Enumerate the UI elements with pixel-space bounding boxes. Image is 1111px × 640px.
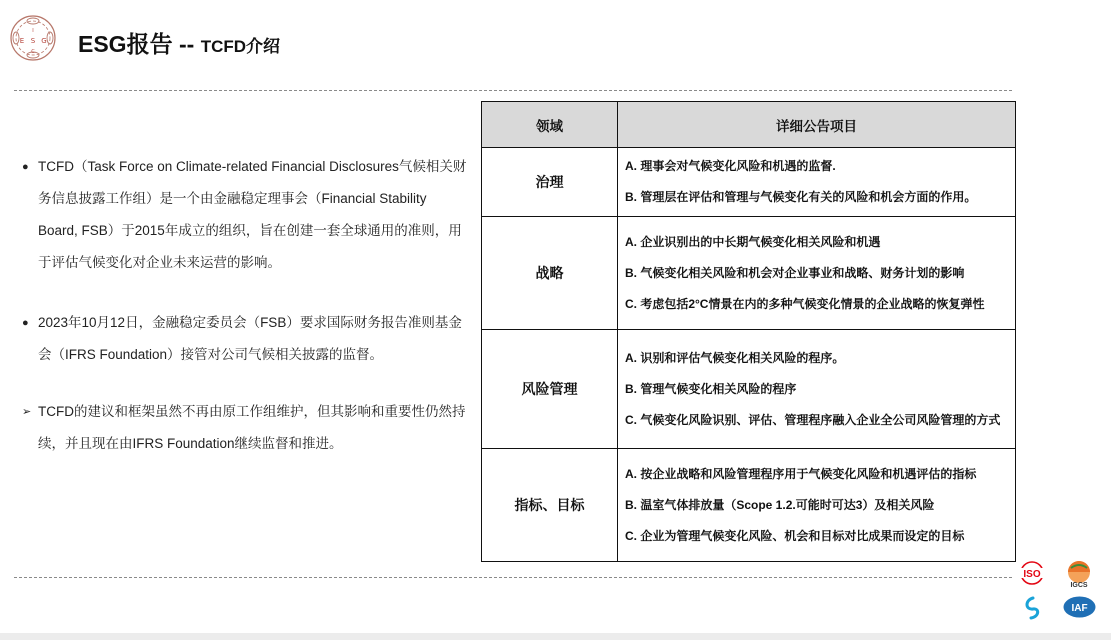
paragraph-3-text: TCFD的建议和框架虽然不再由原工作组维护，但其影响和重要性仍然持续，并且现在由IFRS Foundation继续监督和推进。 — [38, 404, 466, 451]
header-items: 详细公告项目 — [618, 102, 1016, 148]
list-item: A. 企业识别出的中长期气候变化相关风险和机遇 — [625, 234, 881, 249]
table-row — [482, 330, 1016, 449]
area-cell: 指标、目标 — [482, 449, 618, 562]
items-cell — [618, 449, 1016, 562]
list-item: B. 管理气候变化相关风险的程序 — [625, 381, 797, 396]
area-cell: 治理 — [482, 148, 618, 217]
list-item: A. 按企业战略和风险管理程序用于气候变化风险和机遇评估的指标 — [625, 466, 977, 481]
list-item: C. 企业为管理气候变化风险、机会和目标对比成果而设定的目标 — [625, 528, 965, 543]
area-cell: 战略 — [482, 217, 618, 330]
bullet-dot-icon: ● — [22, 317, 29, 329]
igcs-text: IGCS — [1070, 582, 1088, 589]
items-cell — [618, 330, 1016, 449]
igcs-logo-icon — [1063, 559, 1095, 591]
svg-text:G: G — [41, 37, 47, 45]
paragraph-1-text: TCFD（Task Force on Climate-related Financial Disclosures气候相关财务信息披露工作组）是一个由金融稳定理事会（Financial Stability Board, FSB）于2015年成立的组织，旨在创建一套全球通用的准则，用于评估气候变化对企业未来运营的影响。 — [38, 159, 467, 270]
list-item: C. 气候变化风险识别、评估、管理程序融入企业全公司风险管理的方式 — [625, 412, 1001, 427]
esg-ring-logo-icon — [8, 13, 58, 63]
list-item: A. 理事会对气候变化风险和机遇的监督. — [625, 159, 836, 173]
title-main: ESG报告 — [78, 31, 173, 57]
area-cell: 风险管理 — [482, 330, 618, 449]
footer-strip — [0, 633, 1111, 640]
tcfd-table — [481, 101, 1016, 562]
title-subtitle: TCFD介绍 — [200, 37, 281, 56]
top-divider — [14, 90, 1012, 91]
paragraph-2 — [22, 307, 467, 371]
paragraph-1 — [22, 151, 467, 279]
iaf-text: IAF — [1071, 603, 1088, 614]
arrow-bullet-icon: ➢ — [22, 406, 32, 418]
list-item: B. 管理层在评估和管理与气候变化有关的风险和机会方面的作用。 — [625, 190, 977, 204]
iso-logo-icon — [1016, 560, 1048, 586]
bullet-dot-icon: ● — [22, 161, 29, 173]
list-item: A. 识别和评估气候变化相关风险的程序。 — [625, 350, 845, 365]
table-header-row — [482, 102, 1016, 148]
header-area: 领域 — [482, 102, 618, 148]
table-row — [482, 449, 1016, 562]
paragraph-2-text: 2023年10月12日，金融稳定委员会（FSB）要求国际财务报告准则基金会（IFRS Foundation）接管对公司气候相关披露的监督。 — [38, 315, 462, 362]
svg-text:S: S — [30, 37, 36, 45]
list-item: B. 气候变化相关风险和机会对企业事业和战略、财务计划的影响 — [625, 265, 965, 280]
page-title — [78, 26, 280, 59]
iaf-logo-icon — [1063, 596, 1096, 618]
intro-text — [22, 151, 467, 460]
items-cell — [618, 148, 1016, 217]
accreditation-swirl-icon — [1019, 595, 1047, 623]
list-item: B. 温室气体排放量（Scope 1.2.可能时可达3）及相关风险 — [625, 497, 935, 512]
title-separator: -- — [172, 31, 201, 57]
svg-text:C: C — [31, 49, 35, 55]
list-item: C. 考虑包括2°C情景在内的多种气候变化情景的企业战略的恢复弹性 — [625, 296, 985, 311]
iso-text: ISO — [1023, 569, 1041, 580]
items-cell — [618, 217, 1016, 330]
bottom-divider — [14, 577, 1012, 578]
svg-text:I: I — [32, 28, 34, 34]
paragraph-3 — [22, 396, 467, 460]
table-row — [482, 148, 1016, 217]
table-row — [482, 217, 1016, 330]
svg-text:E: E — [19, 37, 25, 45]
